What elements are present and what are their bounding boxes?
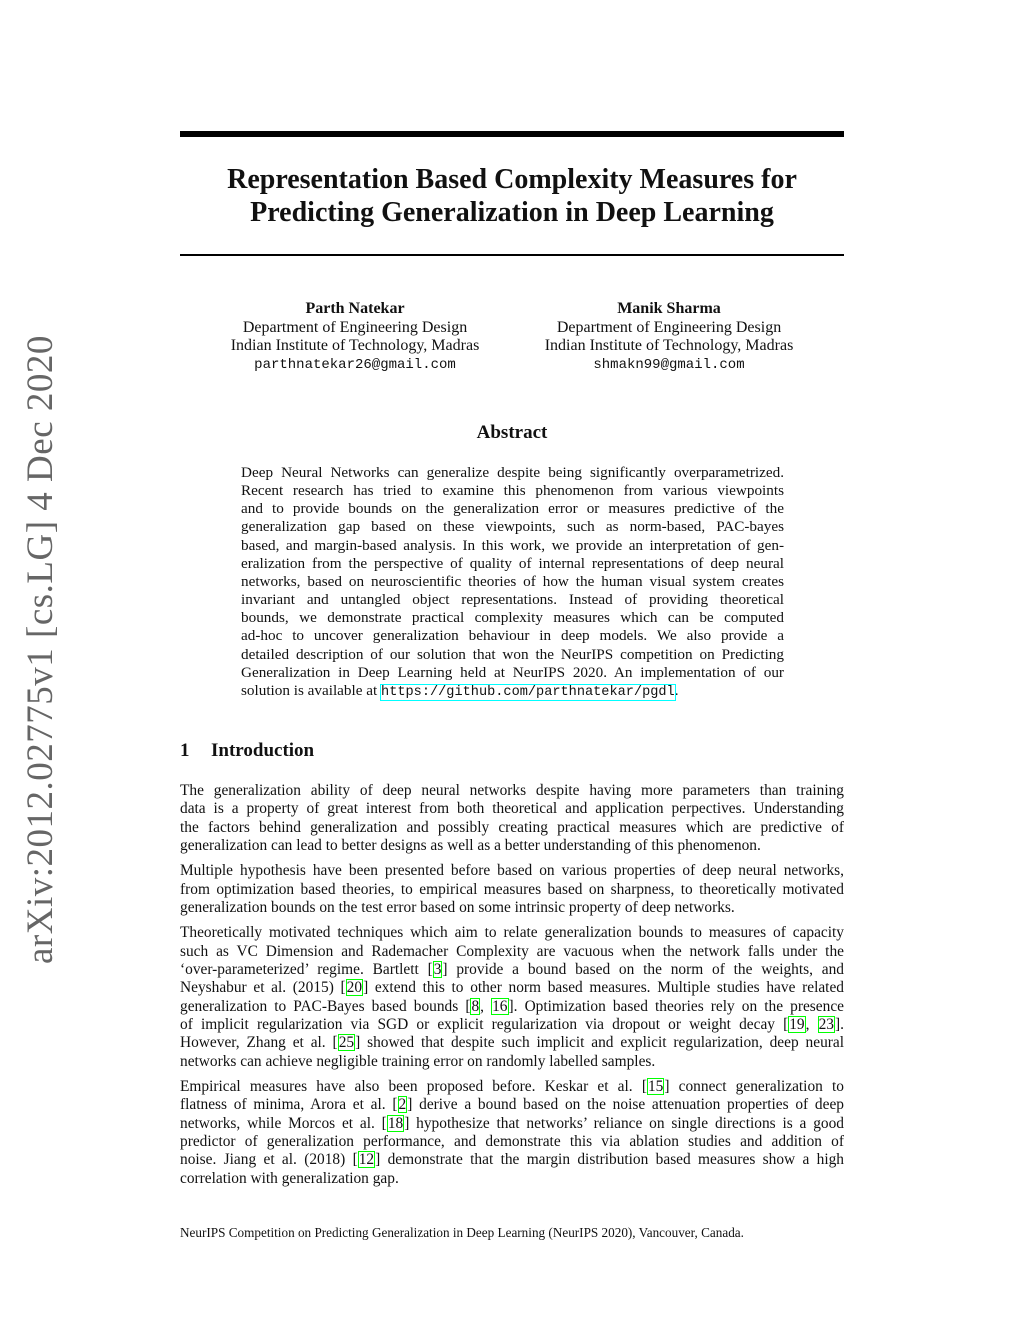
text-run: hypothesize that networks’ reliance on single directions is a good [409,1114,844,1132]
introduction-body [180,782,844,1195]
section-number: 1 [180,740,190,761]
text-run: generalization to PAC-Bayes based bounds [180,997,466,1015]
body-line: correlation with generalization gap. [180,1169,399,1187]
text-run: of implicit regularization via SGD or explicit regularization via dropout or weight decay [180,1015,784,1033]
text-run: provide a bound based on the norm of the weights, and [447,961,844,979]
body-line: Multiple hypothesis have been presented before based on various properties of deep neural networks, [180,862,844,880]
text-run: , [480,997,492,1015]
abstract-line: bounds, we demonstrate practical complexity measures which can be computed [241,609,784,627]
body-line: data is a property of great interest from both theoretical and application perpectives. Understanding [180,800,844,818]
abstract-body [241,464,784,702]
text-run: noise. Jiang et al. (2018) [180,1151,353,1169]
body-line: networks, while Morcos et al. [18] hypothesize that networks’ reliance on single directions is a good [180,1114,844,1132]
text-run: ‘over-parameterized’ regime. Bartlett [180,961,428,979]
body-line: Empirical measures have also been proposed before. Keskar et al. [15] connect generalization to [180,1078,844,1096]
abstract-line: and to provide bounds on the generalization error or measures predictive of the [241,500,784,518]
text-run: connect generalization to [669,1078,844,1096]
abstract-last-line-text: solution is available at [241,681,382,699]
author-institution: Indian Institute of Technology, Madras [230,337,480,355]
github-link[interactable]: https://github.com/parthnatekar/pgdl [381,684,675,700]
citation-link[interactable]: 3 [433,961,442,979]
citation-link[interactable]: 8 [471,997,480,1015]
text-run: . Optimization based theories rely on the presence [513,997,844,1015]
abstract-last-line-period: . [674,681,679,699]
paragraph-1 [180,782,844,855]
text-run: However, Zhang et al. [180,1034,333,1052]
citation-link[interactable]: 18 [387,1114,404,1132]
paragraph-2 [180,862,844,917]
abstract-line: Recent research has tried to examine this phenomenon from various viewpoints [241,482,784,500]
citation-link[interactable]: 25 [338,1034,355,1052]
text-run: . [840,1015,844,1033]
body-line: the factors behind generalization and possibly creating practical measures which are predictive of [180,818,844,836]
paper-title-line-1: Representation Based Complexity Measures for [227,164,797,195]
text-run: showed that despite such implicit and explicit regularization, deep neural [360,1034,844,1052]
body-line: networks can achieve negligible training error on randomly labelled samples. [180,1052,656,1070]
citation-link[interactable]: 23 [818,1015,834,1033]
citation-link[interactable]: 12 [358,1151,375,1169]
paper-title-line-2: Predicting Generalization in Deep Learning [250,197,774,228]
citation-link[interactable]: 16 [492,997,508,1015]
citation-link[interactable]: 19 [789,1015,805,1033]
conference-footnote: NeurIPS Competition on Predicting Generalization in Deep Learning (NeurIPS 2020), Vancouver, Canada. [180,1225,744,1240]
body-line: Theoretically motivated techniques which aim to relate generalization bounds to measures of capacity [180,924,844,942]
text-run: derive a bound based on the noise attenuation properties of deep [412,1096,844,1114]
body-line: noise. Jiang et al. (2018) [12] demonstrate that the margin distribution based measures show a high [180,1151,844,1169]
abstract-line: invariant and untangled object representations. Instead of providing theoretical [241,591,784,609]
text-run: Empirical measures have also been proposed before. Keskar et al. [180,1078,642,1096]
text-run: demonstrate that the margin distribution based measures show a high [380,1151,844,1169]
abstract-line: generalization gap based on these viewpoints, such as norm-based, PAC-bayes [241,518,784,536]
body-line: generalization bounds on the test error based on some intrinsic property of deep networks. [180,898,735,916]
author-name: Parth Natekar [305,300,405,317]
body-line: generalization can lead to better designs as well as a better understanding of this phenomenon. [180,836,761,854]
section-heading-introduction [180,740,314,762]
text-run: flatness of minima, Arora et al. [180,1096,393,1114]
paragraph-4 [180,1078,844,1188]
body-line: Neyshabur et al. (2015) [20] extend this to other norm based measures. Multiple studies have related [180,979,844,997]
abstract-line: eralization from the perspective of quality of internal representations of deep neural [241,554,784,572]
body-line: ‘over-parameterized’ regime. Bartlett [3] provide a bound based on the norm of the weights, and [180,961,844,979]
abstract-line: detailed description of our solution that won the NeurIPS competition on Predicting [241,645,784,663]
paper-title [180,163,844,229]
abstract-line: networks, based on neuroscientific theories of how the human visual system creates [241,572,784,590]
abstract-line: Deep Neural Networks can generalize despite being significantly overparametrized. [241,464,784,481]
section-title: Introduction [211,740,315,761]
body-line: generalization to PAC-Bayes based bounds [8, 16]. Optimization based theories rely on the presence [180,997,844,1015]
abstract-line: based, and margin-based analysis. In this work, we provide an interpretation of gen- [241,536,784,554]
body-line: from optimization based theories, to empirical measures based on sharpness, to theoretically motivated [180,880,844,898]
body-line: of implicit regularization via SGD or explicit regularization via dropout or weight decay [19, 23]. [180,1015,844,1033]
author-department: Department of Engineering Design [242,318,468,336]
body-line: flatness of minima, Arora et al. [2] derive a bound based on the noise attenuation properties of deep [180,1096,844,1114]
abstract-line: Generalization in Deep Learning held at NeurIPS 2020. An implementation of our [241,663,784,681]
citation-link[interactable]: 2 [398,1096,407,1114]
title-top-rule [180,131,844,137]
body-line: The generalization ability of deep neural networks despite having more parameters than training [180,782,844,799]
author-block-1 [205,300,505,374]
abstract-line: ad-hoc to uncover generalization behaviour in deep models. We also provide a [241,627,784,645]
text-run: extend this to other norm based measures. Multiple studies have related [368,979,844,997]
title-bottom-rule [180,254,844,256]
paragraph-3 [180,924,844,1070]
citation-link[interactable]: 15 [647,1078,664,1096]
author-block-2 [519,300,819,374]
text-run: networks, while Morcos et al. [180,1114,382,1132]
author-email[interactable]: parthnatekar26@gmail.com [254,356,456,373]
author-name: Manik Sharma [617,300,721,317]
abstract-heading: Abstract [476,422,548,443]
author-email[interactable]: shmakn99@gmail.com [593,356,745,373]
body-line: such as VC Dimension and Rademacher Complexity are vacuous when the network falls under the [180,942,844,960]
text-run: Neyshabur et al. (2015) [180,979,341,997]
author-department: Department of Engineering Design [556,318,782,336]
author-institution: Indian Institute of Technology, Madras [544,337,794,355]
body-line: However, Zhang et al. [25] showed that despite such implicit and explicit regularization, deep neural [180,1034,844,1052]
citation-link[interactable]: 20 [346,979,363,997]
text-run: , [805,1015,818,1033]
body-line: predictor of generalization performance, and demonstrate this via ablation studies and addition of [180,1132,844,1150]
abstract-line [241,682,784,702]
arxiv-identifier-text: arXiv:2012.02775v1 [cs.LG] 4 Dec 2020 [20,335,61,964]
